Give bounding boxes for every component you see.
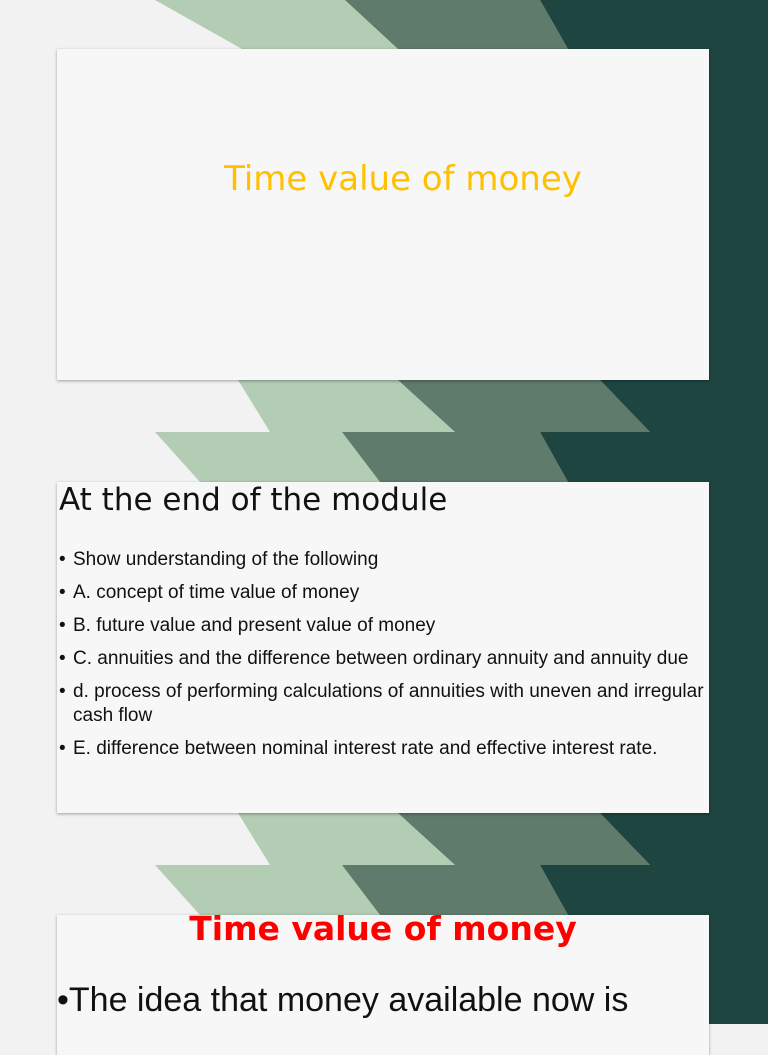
stripe-light-bottom-b	[155, 865, 380, 915]
objective-item	[57, 647, 705, 671]
stripe-dark-edge-1	[709, 49, 768, 380]
slide-card-objectives	[57, 482, 709, 813]
objective-item	[57, 581, 705, 605]
objective-text: A. concept of time value of money	[73, 582, 360, 603]
stripe-dark-top	[540, 0, 768, 49]
objective-text: C. annuities and the difference between ordinary annuity and annuity due	[73, 648, 689, 669]
slide-card-title	[57, 49, 709, 380]
objective-text: Show understanding of the following	[73, 549, 379, 570]
objective-item	[57, 737, 705, 761]
objectives-list	[57, 548, 705, 770]
stripe-mid-mid-b	[342, 432, 568, 482]
bullet-dot-icon: •	[59, 615, 66, 636]
stripe-light-mid-b	[155, 432, 380, 482]
stripe-band-mid	[155, 380, 768, 482]
bullet-dot-icon: •	[59, 681, 66, 702]
stripe-dark-bottom-b	[540, 865, 768, 915]
slide-title: Time value of money	[224, 159, 582, 199]
slide-card-definition	[57, 915, 709, 1055]
objectives-heading: At the end of the module	[59, 482, 448, 518]
definition-text: •The idea that money available now is	[57, 981, 629, 1019]
stripe-band-top	[155, 0, 768, 49]
stripe-dark-edge-3	[709, 915, 768, 1024]
bullet-dot-icon: •	[59, 549, 66, 570]
objective-text: B. future value and present value of money	[73, 615, 436, 636]
stripe-dark-edge-2	[709, 482, 768, 813]
stripe-band-bottom	[155, 813, 768, 915]
bullet-dot-icon: •	[59, 582, 66, 603]
stripe-mid-bottom-b	[342, 865, 568, 915]
bullet-dot-icon: •	[59, 738, 66, 759]
objective-text: d. process of performing calculations of annuities with uneven and irregular cash flow	[73, 681, 704, 726]
stripe-dark-mid-b	[540, 432, 768, 482]
objective-item	[57, 680, 705, 728]
objective-item	[57, 614, 705, 638]
definition-title: Time value of money	[189, 915, 577, 948]
objective-item	[57, 548, 705, 572]
bullet-dot-icon: •	[59, 648, 66, 669]
objective-text: E. difference between nominal interest rate and effective interest rate.	[73, 738, 658, 759]
